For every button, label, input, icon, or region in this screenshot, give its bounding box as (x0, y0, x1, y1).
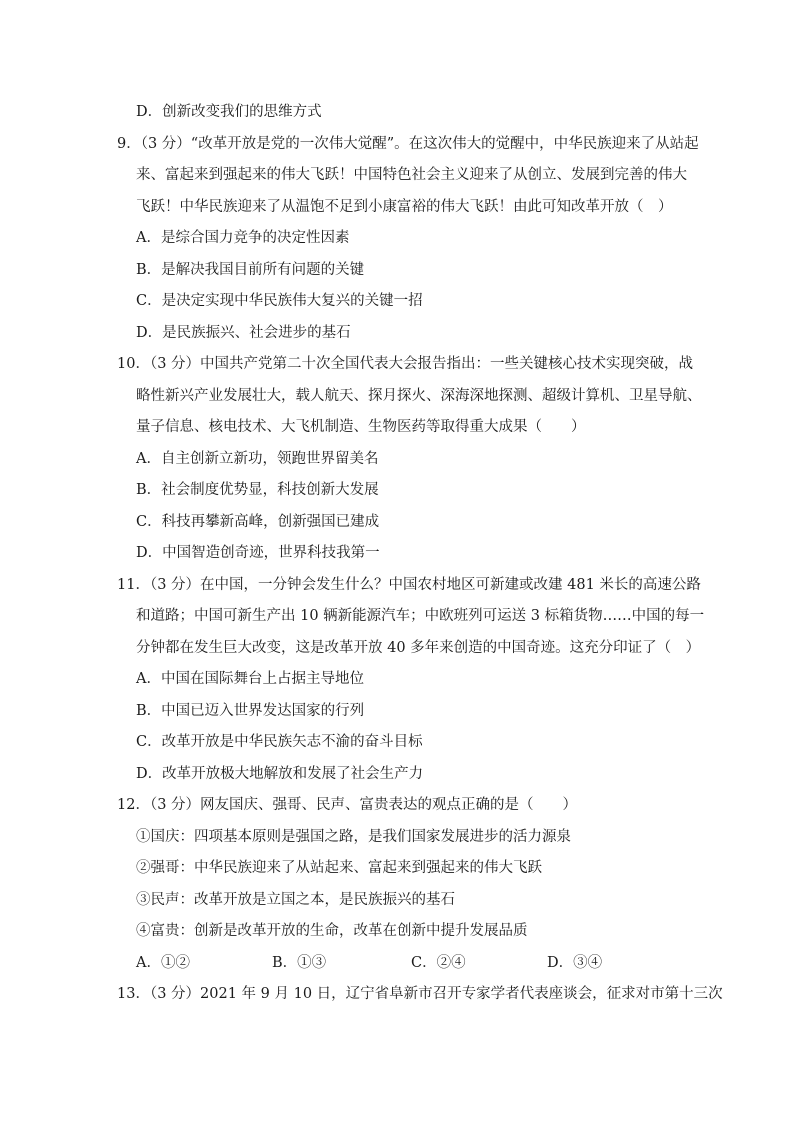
q13-stem-line-1: 13．（3 分）2021 年 9 月 10 日，辽宁省阜新市召开专家学者代表座谈会，征求对市第十三次 (117, 986, 723, 1002)
q11-option-a: A．中国在国际舞台上占据主导地位 (136, 671, 364, 687)
q11-stem-line-2: 和道路；中国可新生产出 10 辆新能源汽车；中欧班列可运送 3 标箱货物……中国的每一 (136, 608, 705, 624)
q10-option-d: D．中国智造创奇迹，世界科技我第一 (136, 545, 380, 561)
q11-stem-line-1: 11．（3 分）在中国，一分钟会发生什么？中国农村地区可新建或改建 481 米长的高速公路 (117, 577, 701, 593)
q10-option-a: A．自主创新立新功，领跑世界留美名 (136, 451, 379, 467)
q10-stem-line-3: 量子信息、核电技术、大飞机制造、生物医药等取得重大成果（ ） (136, 419, 586, 435)
q12-stem: 12．（3 分）网友国庆、强哥、民声、富贵表达的观点正确的是（ ） (117, 797, 578, 813)
q12-statement-1: ①国庆：四项基本原则是强国之路，是我们国家发展进步的活力源泉 (136, 829, 571, 845)
q10-option-c: C．科技再攀新高峰，创新强国已建成 (136, 514, 380, 530)
q9-option-d: D．是民族振兴、社会进步的基石 (136, 325, 351, 341)
q11-option-b: B．中国已迈入世界发达国家的行列 (136, 703, 365, 719)
q12-statement-3: ③民声：改革开放是立国之本，是民族振兴的基石 (136, 892, 455, 908)
q11-option-c: C．改革开放是中华民族矢志不渝的奋斗目标 (136, 734, 423, 750)
q12-option-a: A．①② (136, 955, 190, 971)
q9-option-a: A．是综合国力竞争的决定性因素 (136, 230, 350, 246)
q12-option-c: C．②④ (411, 955, 466, 971)
q9-option-b: B．是解决我国目前所有问题的关键 (136, 262, 365, 278)
q10-option-b: B．社会制度优势显，科技创新大发展 (136, 482, 379, 498)
q9-stem-line-2: 来、富起来到强起来的伟大飞跃！中国特色社会主义迎来了从创立、发展到完善的伟大 (136, 167, 687, 183)
q12-option-b: B．①③ (272, 955, 327, 971)
q11-option-d: D．改革开放极大地解放和发展了社会生产力 (136, 766, 424, 782)
q9-option-c: C．是决定实现中华民族伟大复兴的关键一招 (136, 293, 423, 309)
q9-stem-line-3: 飞跃！中华民族迎来了从温饱不足到小康富裕的伟大飞跃！由此可知改革开放（ ） (136, 199, 673, 215)
q12-statement-4: ④富贵：创新是改革开放的生命，改革在创新中提升发展品质 (136, 923, 528, 939)
q12-options-row (0, 953, 793, 973)
q10-stem-line-2: 略性新兴产业发展壮大，载人航天、探月探火、深海深地探测、超级计算机、卫星导航、 (136, 388, 702, 404)
q11-stem-line-3: 分钟都在发生巨大改变，这是改革开放 40 多年来创造的中国奇迹。这充分印证了（ ） (136, 640, 701, 656)
q12-option-d: D．③④ (547, 955, 603, 971)
q10-stem-line-1: 10．（3 分）中国共产党第二十次全国代表大会报告指出：一些关键核心技术实现突破，战 (117, 356, 694, 372)
q12-statement-2: ②强哥：中华民族迎来了从站起来、富起来到强起来的伟大飞跃 (136, 860, 542, 876)
q8-option-d: D．创新改变我们的思维方式 (136, 104, 322, 120)
q9-stem-line-1: 9．（3 分）“改革开放是党的一次伟大觉醒”。在这次伟大的觉醒中，中华民族迎来了从站起 (117, 136, 699, 152)
